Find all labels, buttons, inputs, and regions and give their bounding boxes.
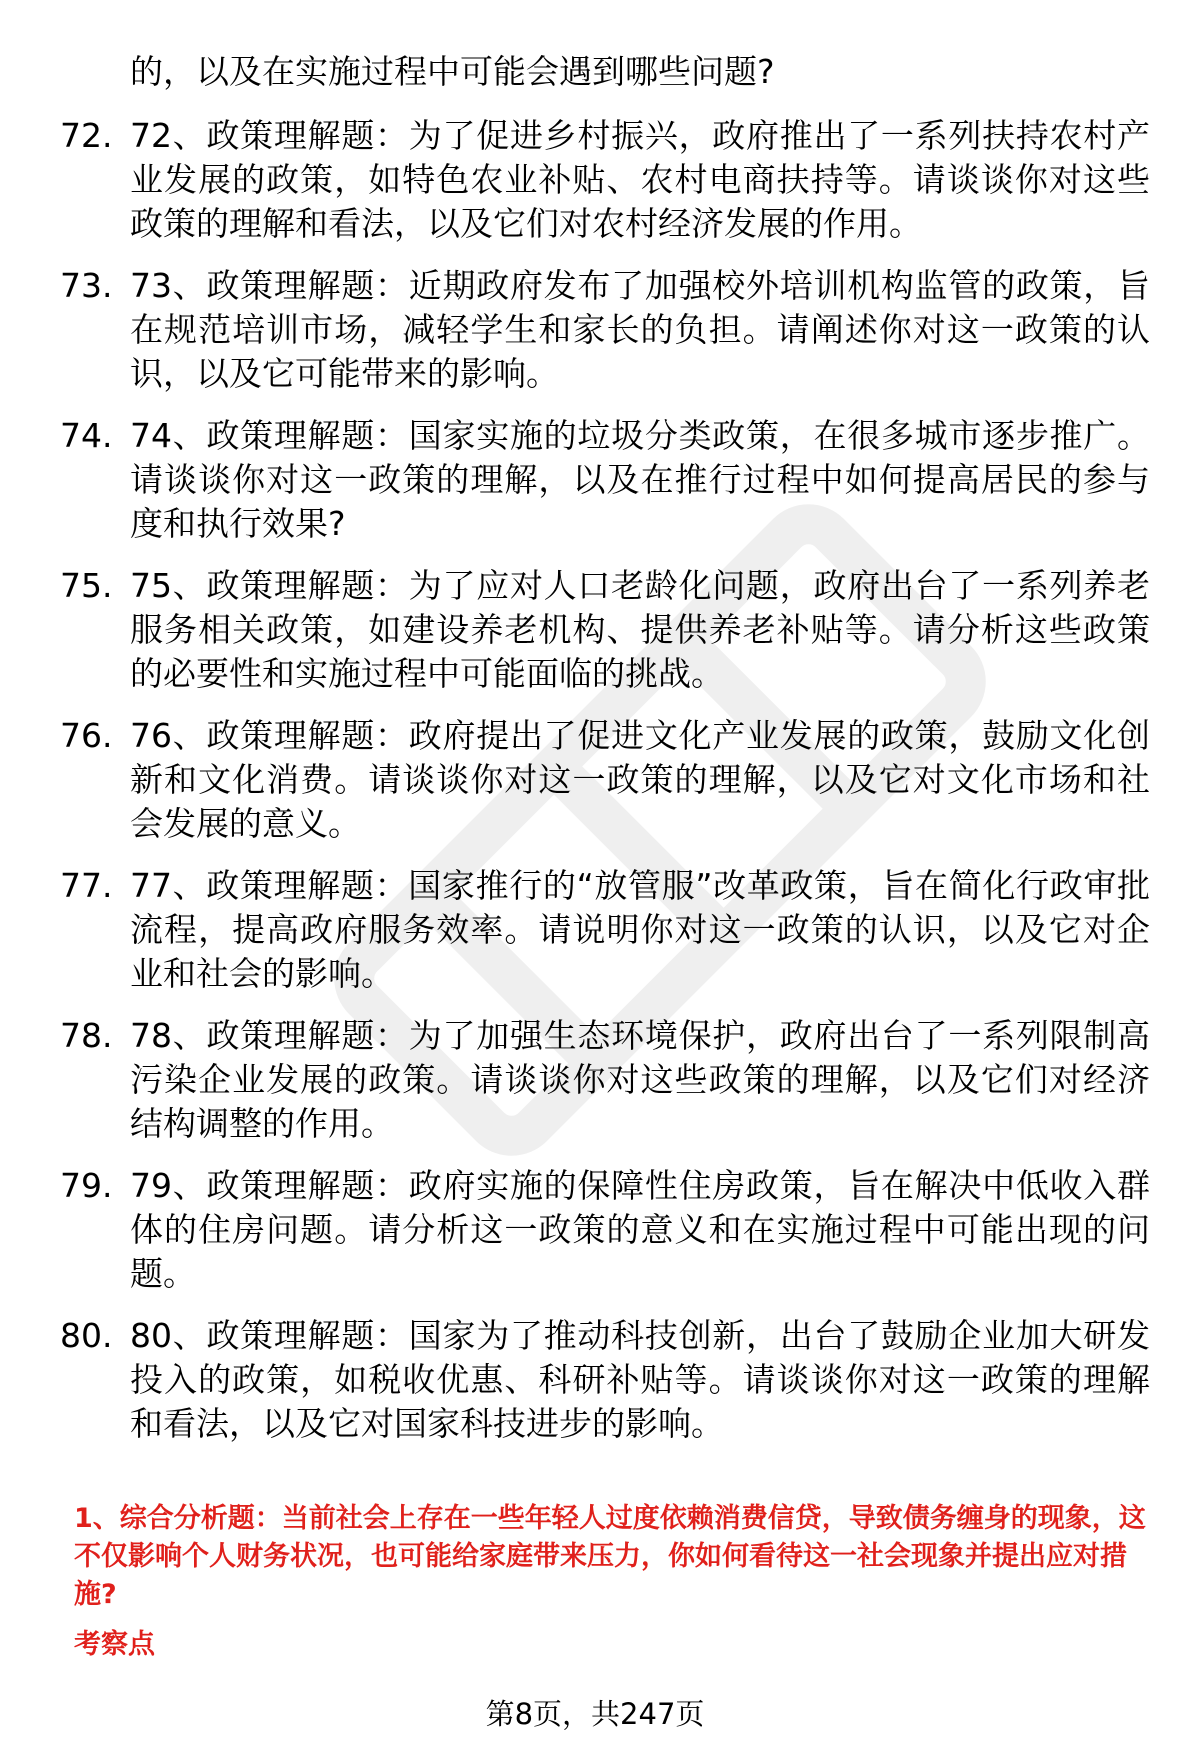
item-number: 77. [60, 866, 113, 905]
item-text: 75、政策理解题：为了应对人口老龄化问题，政府出台了一系列养老服务相关政策，如建设养老机构、提供养老补贴等。请分析这些政策的必要性和实施过程中可能面临的挑战。 [130, 566, 1150, 693]
list-item [0, 864, 1190, 993]
item-number: 78. [60, 1016, 113, 1055]
highlight-question: 1、综合分析题：当前社会上存在一些年轻人过度依赖消费信贷，导致债务缠身的现象，这不仅影响个人财务状况，也可能给家庭带来压力，你如何看待这一社会现象并提出应对措施? [74, 1503, 1146, 1610]
list-item [0, 714, 1190, 843]
list-item [0, 564, 1190, 693]
item-number: 80. [60, 1316, 113, 1355]
item-text: 77、政策理解题：国家推行的“放管服”改革政策，旨在简化行政审批流程，提高政府服务效率。请说明你对这一政策的认识，以及它对企业和社会的影响。 [130, 866, 1150, 993]
list-item [0, 1314, 1190, 1443]
item-text: 74、政策理解题：国家实施的垃圾分类政策，在很多城市逐步推广。请谈谈你对这一政策的理解，以及在推行过程中如何提高居民的参与度和执行效果? [130, 416, 1150, 543]
list-item [0, 1014, 1190, 1143]
item-number: 72. [60, 116, 113, 155]
item-number: 73. [60, 266, 113, 305]
list-item [0, 1164, 1190, 1293]
item-number: 75. [60, 566, 113, 605]
list-item [0, 264, 1190, 393]
item-text: 76、政策理解题：政府提出了促进文化产业发展的政策，鼓励文化创新和文化消费。请谈谈你对这一政策的理解，以及它对文化市场和社会发展的意义。 [130, 716, 1150, 843]
section-label: 考察点 [74, 1629, 155, 1660]
page-footer: 第8页，共247页 [485, 1697, 705, 1731]
item-text: 80、政策理解题：国家为了推动科技创新，出台了鼓励企业加大研发投入的政策，如税收优惠、科研补贴等。请谈谈你对这一政策的理解和看法，以及它对国家科技进步的影响。 [130, 1316, 1150, 1443]
item-text: 79、政策理解题：政府实施的保障性住房政策，旨在解决中低收入群体的住房问题。请分析这一政策的意义和在实施过程中可能出现的问题。 [130, 1166, 1150, 1293]
list-item [0, 414, 1190, 543]
item-text: 73、政策理解题：近期政府发布了加强校外培训机构监管的政策，旨在规范培训市场，减轻学生和家长的负担。请阐述你对这一政策的认识，以及它可能带来的影响。 [130, 266, 1150, 393]
continuation-text: 的，以及在实施过程中可能会遇到哪些问题? [130, 52, 775, 91]
item-number: 76. [60, 716, 113, 755]
question-list [0, 114, 1190, 1464]
item-number: 74. [60, 416, 113, 455]
list-item [0, 114, 1190, 243]
item-text: 72、政策理解题：为了促进乡村振兴，政府推出了一系列扶持农村产业发展的政策，如特色农业补贴、农村电商扶持等。请谈谈你对这些政策的理解和看法，以及它们对农村经济发展的作用。 [130, 116, 1150, 243]
item-number: 79. [60, 1166, 113, 1205]
item-text: 78、政策理解题：为了加强生态环境保护，政府出台了一系列限制高污染企业发展的政策。请谈谈你对这些政策的理解，以及它们对经济结构调整的作用。 [130, 1016, 1150, 1143]
